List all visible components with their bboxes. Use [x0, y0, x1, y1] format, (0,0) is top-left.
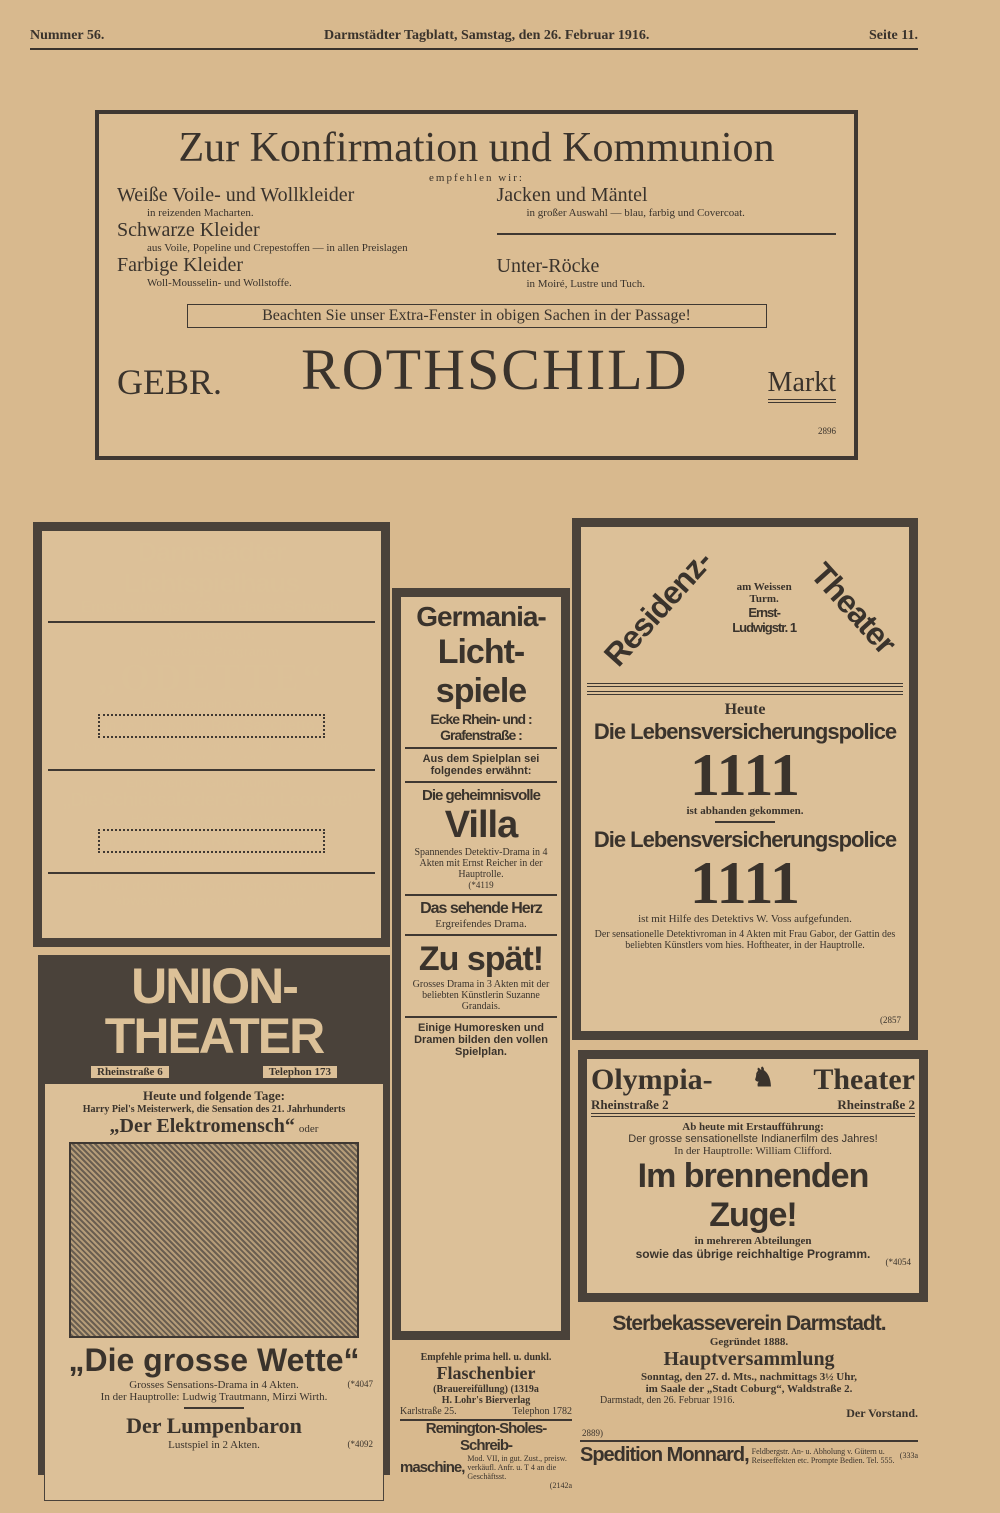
cinema-name: Residenz-	[596, 542, 719, 673]
brand-location: Markt	[768, 367, 836, 403]
tagline: Harry Piel's Meisterwerk, die Sensation des 21. Jahrhunderts	[82, 1104, 346, 1115]
lead-box: In der Hauptrolle Rita Sacchetto.	[98, 829, 325, 853]
item-detail: Woll-Mousselin- und Wollstoffe.	[147, 277, 292, 289]
film-title: Villa	[444, 804, 518, 846]
item-heading: Farbige Kleider	[117, 254, 244, 276]
film-desc: Höfisches Drama in 4 Akten.	[130, 812, 293, 826]
film-desc: Spannendes Detektiv-Drama in 4 Akten mit Ernst Reicher in der Hauptrolle.	[414, 847, 548, 880]
intro: Heute und folgende Tage:	[143, 1088, 285, 1103]
ornament-divider	[587, 683, 903, 695]
film-title: Im brennenden Zuge!	[637, 1157, 869, 1234]
cinema-name: Theater	[813, 1063, 915, 1096]
page-header	[30, 28, 918, 50]
item	[117, 219, 457, 254]
notice: Beachten Sie unser Extra-Fenster in obigen Sachen in der Passage!	[187, 304, 767, 328]
intro: Nordisches Programm:	[139, 644, 284, 659]
cinema-name: Licht-	[437, 633, 525, 671]
remington-ad: Remington-Sholes-Schreib- maschine, Mod. VII, in gut. Zust., preisw. verkäufl. Anfr. u. T 4 an die Geschäftsst. (2142a	[400, 1420, 572, 1490]
item	[117, 184, 457, 219]
film-title: Die Lebensversicherungspolice	[593, 827, 897, 852]
brand-prefix: GEBR.	[117, 362, 223, 402]
item-detail: in großer Auswahl — blau, farbig und Covercoat.	[526, 207, 745, 219]
film-title: Zu spät!	[418, 940, 544, 978]
bier-ad: Empfehle prima hell. u. dunkl. Flaschenbier (Brauereifüllung) (1319a H. Lohr's Bierverlag Karlstraße 25. Telephon 1782	[400, 1352, 572, 1421]
film-title: Die geheimnisvolle	[422, 787, 540, 804]
item-heading: Jacken und Mäntel	[496, 184, 648, 206]
intro: Eine weitere Glanznummer:	[126, 775, 297, 790]
ad-code: (*4054	[885, 1257, 911, 1267]
page-number: Seite 11.	[868, 28, 918, 43]
cinema-name: Olympia-	[591, 1063, 713, 1096]
film-title: „Die grosse Wette“	[68, 1342, 360, 1378]
lead-box: In der Hauptrolle Rita Sacchetto.	[98, 714, 325, 738]
film-title: „ODETTE“	[97, 657, 326, 699]
cinema-address: Ernst-Ludwigstr. 23, im Hause Schwab.	[81, 599, 342, 616]
item-heading: Schwarze Kleider	[117, 219, 260, 241]
intro: Aus dem Spielplan sei folgendes erwähnt:	[422, 753, 540, 777]
divider	[497, 233, 837, 235]
note: Niemand versäume die Gelegenheit, sich dieses schöne Meisterwerk anzusehen.	[74, 741, 349, 765]
sterbekasse-notice: Sterbekasseverein Darmstadt. Gegründet 1888. Hauptversammlung Sonntag, den 27. d. Mts., nachmittags 3½ Uhr, im Saale der „Stadt Coburg“, Waldstraße 2. Darmstadt, den 26. Februar 1916. Der Vorstand. 2889)	[580, 1312, 918, 1442]
film-desc: Ein Tanzspiel in 3 Akten.	[141, 697, 282, 711]
film-title: „Der Elektromensch“	[109, 1115, 295, 1137]
issue-number: Nummer 56.	[30, 28, 105, 43]
newspaper-title: Darmstädter Tagblatt, Samstag, den 26. Februar 1916.	[324, 28, 650, 43]
ad-code: (*4087	[347, 922, 373, 932]
film-desc: Ergreifendes Drama.	[435, 918, 527, 930]
film-title: Der Lumpenbaron	[126, 1413, 302, 1438]
item	[117, 254, 457, 289]
item-detail: aus Voile, Popeline und Crepestoffen — in allen Preislagen	[147, 242, 408, 254]
film-desc: Grosses Sensations-Drama in 4 Akten.	[129, 1379, 299, 1391]
item	[497, 255, 837, 290]
ad-code: 2896	[818, 426, 836, 436]
cinema-name: UNION-THEATER	[104, 958, 324, 1064]
lichtspielhaus-ad	[33, 522, 390, 947]
film-title: Die Lebensversicherungspolice	[593, 719, 897, 744]
union-theater-ad: UNION-THEATER Rheinstraße 6 Telephon 173 Heute und folgende Tage: Harry Piel's Meisterwerk, die Sensation des 21. Jahrhunderts „Der Elektromensch“ oder „Die grosse Wette“ Grosses Sensations-Drama in 4 Akten. (*4047 In der Hauptrolle: Ludwig Trautmann, Mirzi Wirth. Der Lumpenbaron Lustspiel in 2 Akten. (*4092	[38, 955, 390, 1475]
item-detail: in reizenden Macharten.	[147, 207, 254, 219]
spedition-ad: Spedition Monnard, Feldbergstr. An- u. Abholung v. Gütern u. Reiseeffekten etc. Prompte Bedien. Tel. 555. (333a	[580, 1444, 918, 1466]
footer: Einige Humoresken und Dramen bilden den vollen Spielplan.	[414, 1022, 548, 1058]
film-still-image	[69, 1142, 359, 1338]
ad-title: Zur Konfirmation und Kommunion	[178, 125, 775, 171]
ad-code: (2857	[880, 1015, 901, 1025]
footer: Hierzu der übrige hochinteressante und abwechslungsreiche Spielplan.	[88, 878, 335, 908]
germania-ad	[392, 588, 570, 1340]
film-title: „Die Schicksale der Gräfin Leonore!“	[62, 790, 361, 811]
street: Rheinstraße 6	[90, 1065, 170, 1079]
cinema-name: Darmstädter Lichtspielhaus	[123, 537, 300, 598]
ad-code: (*4092	[347, 1439, 373, 1449]
film-desc: Grosses Drama in 3 Akten mit der beliebten Künstlerin Suzanne Grandais.	[412, 979, 550, 1012]
olympia-theater-ad: Olympia- ♞ Theater Rheinstraße 2 Rheinstraße 2 Ab heute mit Erstaufführung: Der grosse sensationellste Indianerfilm des Jahres! In der Hauptrolle: William Clifford. Im brennenden Zuge! in mehreren Abteilungen sowie das übrige reichhaltige Programm. (*4054	[578, 1050, 928, 1302]
residenz-theater-ad: Residenz- am Weissen Turm. Ernst-Ludwigstr. 1 Theater Heute Die Lebensversicherungspolice 1111 ist abhanden gekommen. Die Lebensversicherungspolice 1111 ist mit Hilfe des Detektivs W. Voss aufgefunden. Der sensationelle Detektivroman in 4 Akten mit Frau Gabor, der Gattin des beliebten Künstlers vom hies. Hoftheater, in der Hauptrolle. (2857	[572, 518, 918, 1040]
ad-code: (*4047	[347, 1379, 373, 1389]
cinema-name: Germania-	[416, 601, 546, 632]
phone: Telephon 173	[262, 1065, 338, 1079]
chariot-illustration: ♞	[751, 1063, 775, 1092]
item-heading: Weiße Voile- und Wollkleider	[117, 184, 355, 206]
item-detail: in Moiré, Lustre und Tuch.	[526, 278, 646, 290]
cinema-name: spiele	[435, 672, 527, 710]
note: Ein äusserst spannender und interessanter Film.	[93, 856, 330, 868]
film-title: Das sehende Herz	[420, 900, 542, 917]
film-desc: Lustspiel in 2 Akten.	[168, 1439, 260, 1451]
item	[497, 184, 837, 219]
ad-subtitle: empfehlen wir:	[429, 172, 524, 184]
rothschild-ad	[95, 110, 858, 460]
brand-name: ROTHSCHILD	[301, 337, 689, 402]
ad-code: (*4119	[468, 880, 494, 890]
cast: In der Hauptrolle: Ludwig Trautmann, Mirzi Wirth.	[100, 1391, 328, 1403]
cinema-name: Theater	[804, 555, 904, 661]
cinema-address: Ecke Rhein- und : Grafenstraße :	[430, 711, 532, 743]
intro: Von heute ab:	[167, 627, 256, 643]
item-heading: Unter-Röcke	[496, 255, 600, 277]
